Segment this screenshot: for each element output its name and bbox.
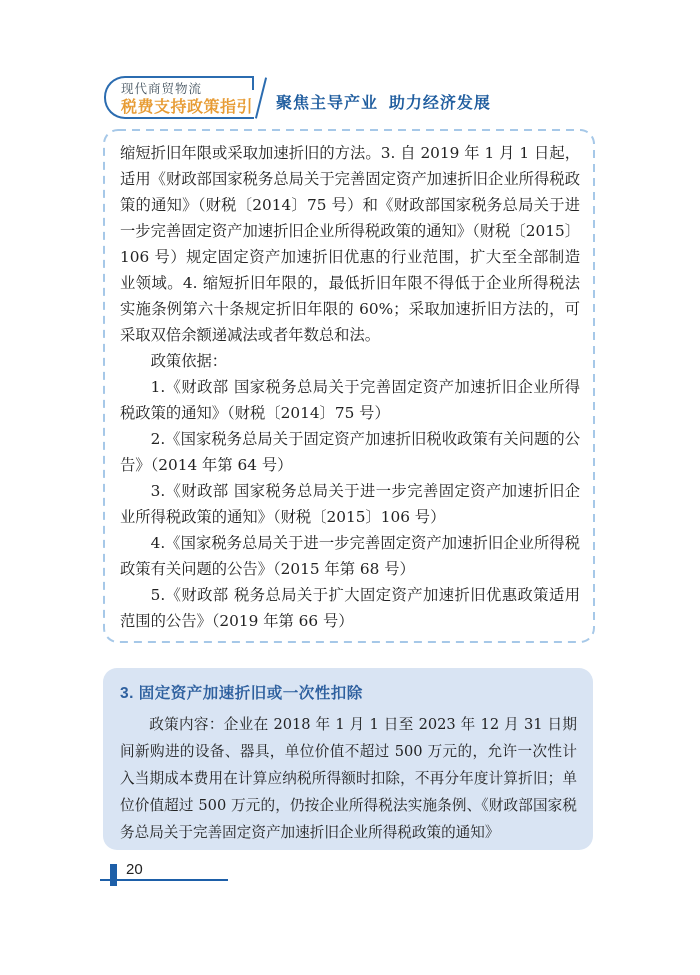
brand-series-label: 现代商贸物流 — [121, 81, 203, 96]
policy-basis-item-5: 5.《财政部 税务总局关于扩大固定资产加速折旧优惠政策适用范围的公告》（2019 年第 66 号） — [120, 586, 580, 630]
section-3-box — [103, 668, 593, 850]
policy-basis-item-3: 3.《财政部 国家税务总局关于进一步完善固定资产加速折旧企业所得税政策的通知》（财税〔2015〕106 号） — [120, 482, 580, 526]
brand-badge — [104, 76, 254, 119]
policy-basis-item-4: 4.《国家税务总局关于进一步完善固定资产加速折旧企业所得税政策有关问题的公告》（2015 年第 68 号） — [120, 534, 580, 578]
policy-detail-box — [103, 129, 595, 643]
policy-basis-item-2: 2.《国家税务总局关于固定资产加速折旧税收政策有关问题的公告》（2014 年第 64 号） — [120, 430, 580, 474]
slash-divider — [255, 77, 267, 118]
policy-basis-label: 政策依据： — [150, 352, 228, 370]
policy-basis-item-1: 1.《财政部 国家税务总局关于完善固定资产加速折旧企业所得税政策的通知》（财税〔2014〕75 号） — [120, 378, 580, 422]
page-number: 20 — [126, 861, 143, 878]
section-3-body: 政策内容：企业在 2018 年 1 月 1 日至 2023 年 12 月 31 日期间新购进的设备、器具，单位价值不超过 500 万元的，允许一次性计入当期成本费用在计算应纳税所得额时扣除，不再分年度计算折旧；单位价值超过 500 万元的，仍按企业所得税法实施条例、《财政部国家税务总局关于完善固定资产加速折旧企业所得税政策的通知》 — [120, 716, 577, 841]
footer-accent-bar — [110, 864, 117, 886]
section-3-heading: 3. 固定资产加速折旧或一次性扣除 — [120, 685, 363, 702]
policy-content-paragraph: 缩短折旧年限或采取加速折旧的方法。3. 自 2019 年 1 月 1 日起，适用《财政部国家税务总局关于完善固定资产加速折旧企业所得税政策的通知》（财税〔2014〕75 号）和《财政部国家税务总局关于进一步完善固定资产加速折旧企业所得税政策的通知》（财税〔2015〕106 号）规定固定资产加速折旧优惠的行业范围，扩大至全部制造业领域。4. 缩短折旧年限的，最低折旧年限不得低于企业所得税法实施条例第六十条规定折旧年限的 60%；采取加速折旧方法的，可采取双倍余额递减法或者年数总和法。 — [120, 144, 580, 344]
footer-rule — [100, 879, 228, 881]
brand-title: 税费支持政策指引 — [121, 97, 254, 116]
header-tagline: 聚焦主导产业 助力经济发展 — [276, 95, 491, 112]
